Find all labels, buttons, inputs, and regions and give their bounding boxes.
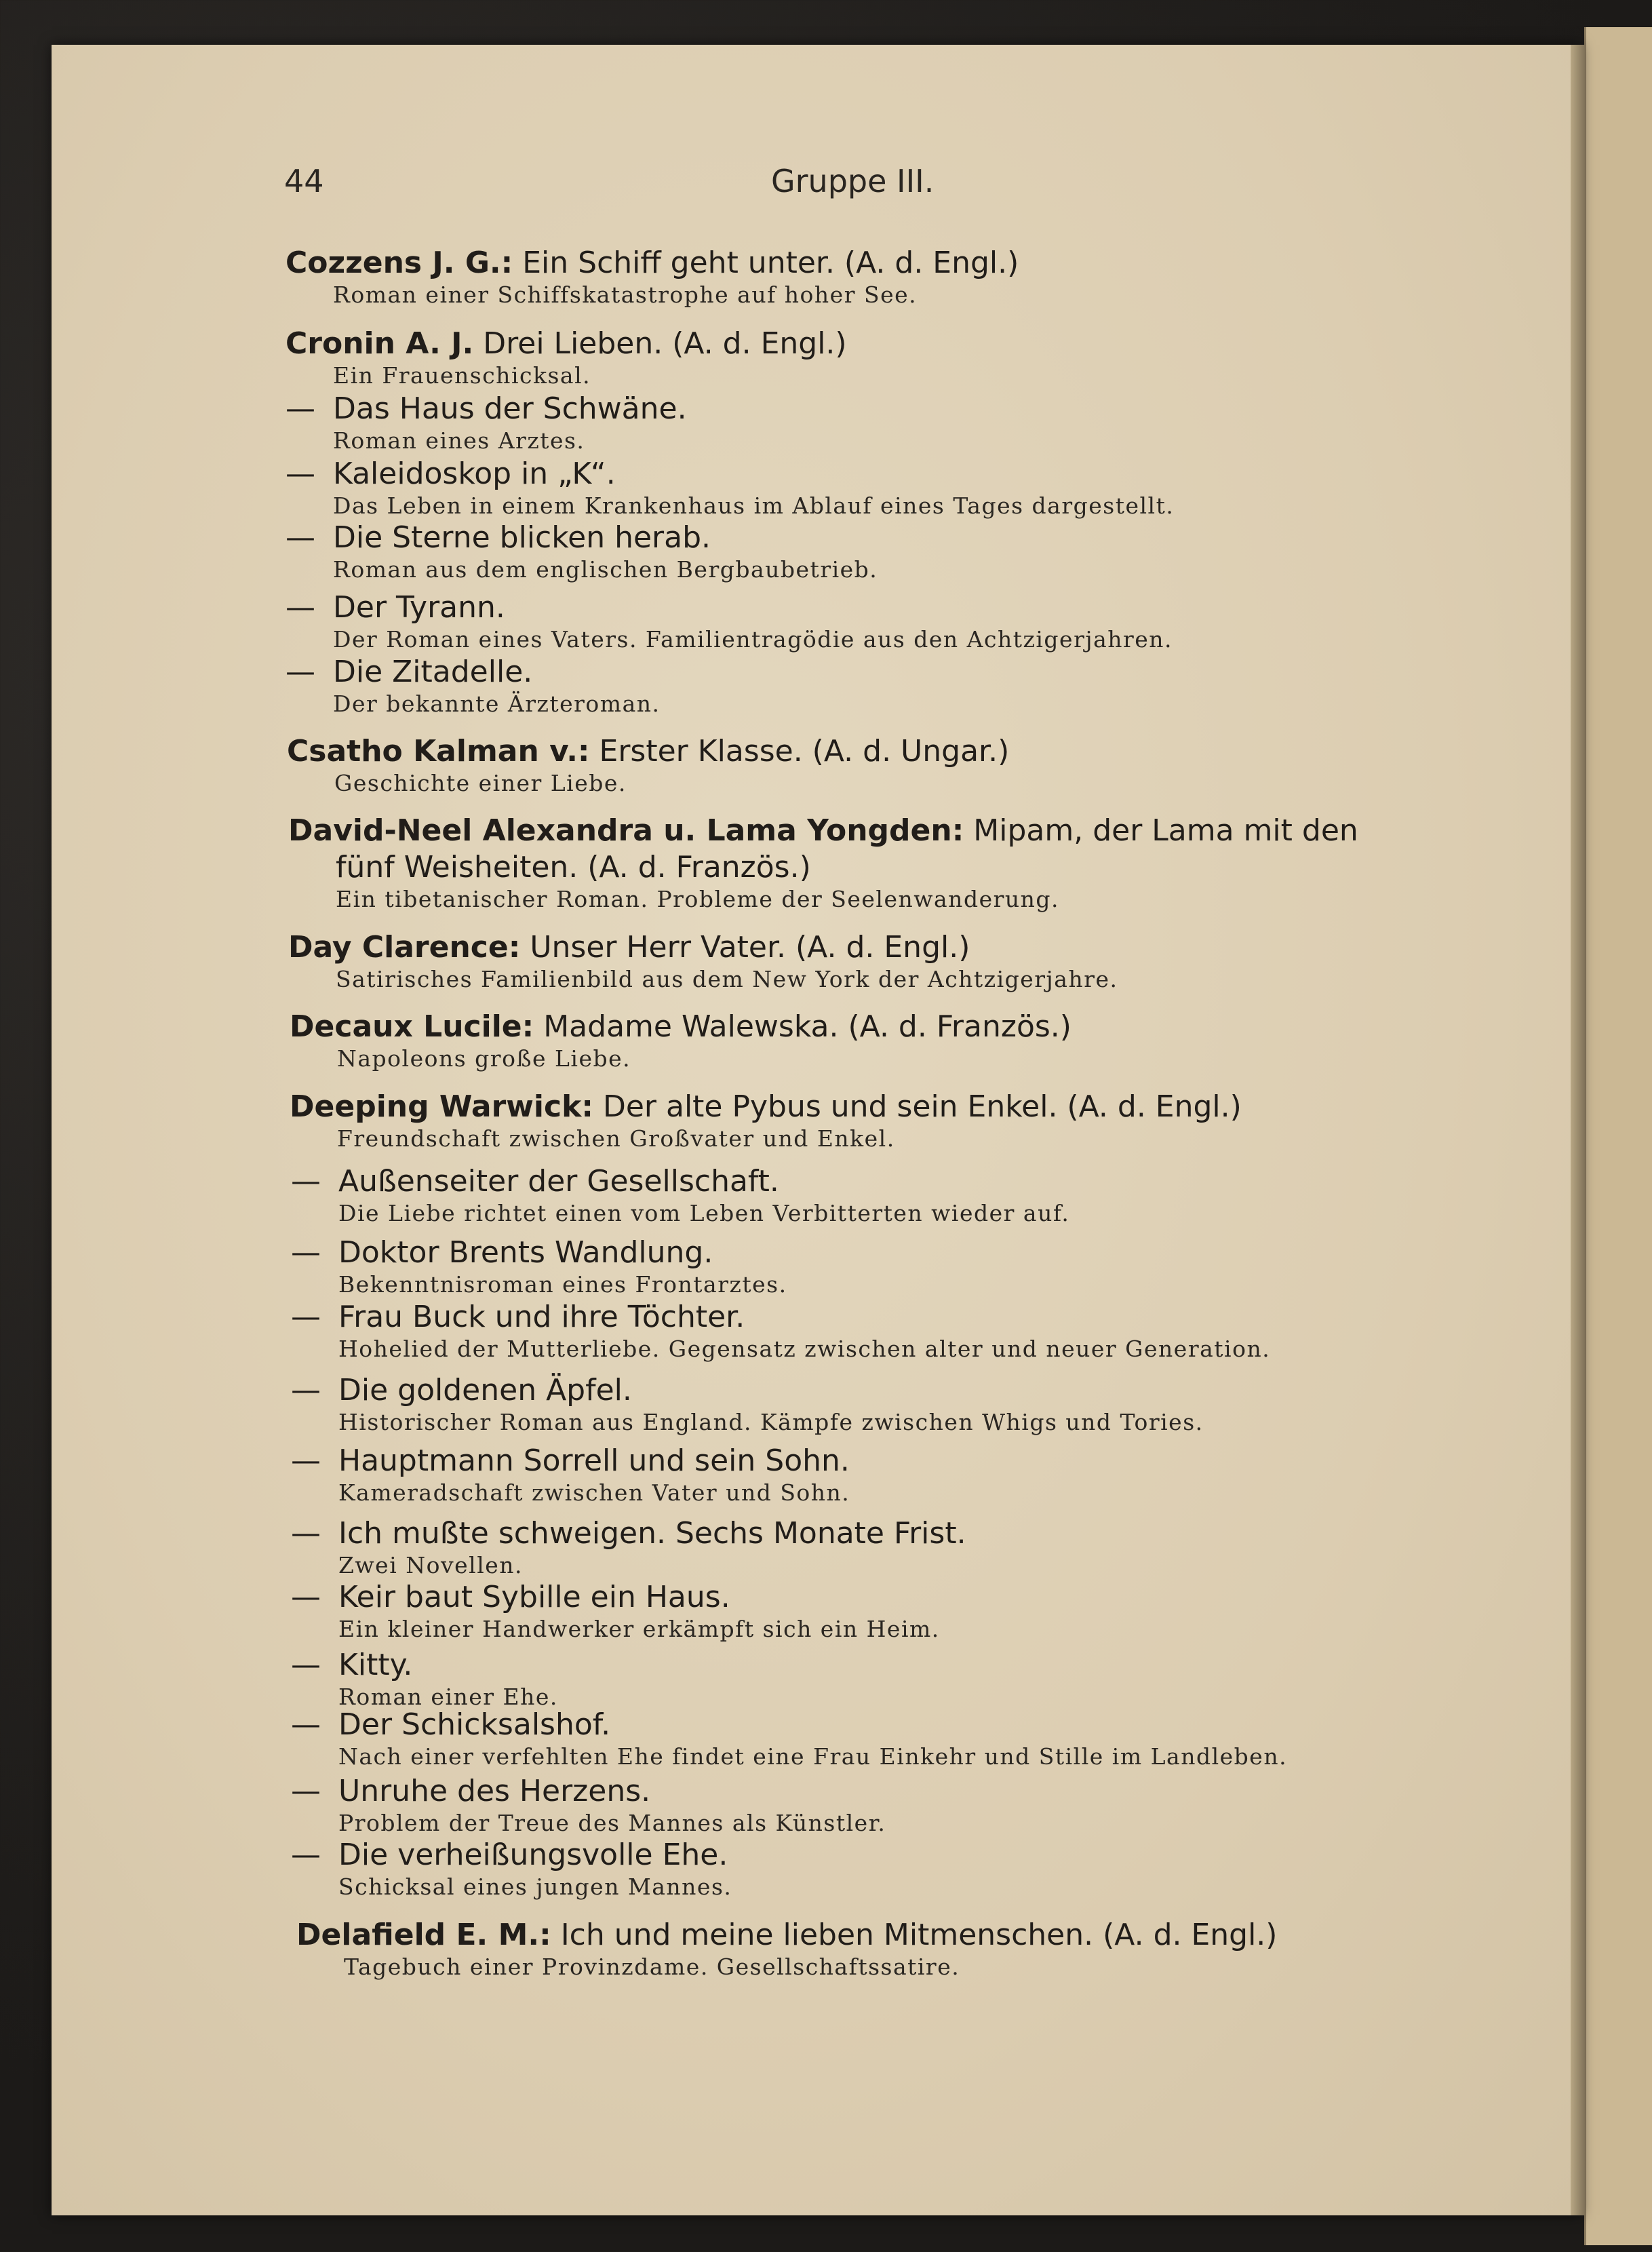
catalog-entry (288, 813, 1358, 913)
ditto-dash: — (291, 1373, 321, 1408)
entry-title: Ich und meine lieben Mitmenschen. (A. d. Engl.) (560, 1918, 1278, 1952)
catalog-entry (291, 1235, 787, 1298)
entry-author: Csatho Kalman v.: (287, 734, 590, 769)
entry-title: Ich mußte schweigen. Sechs Monate Frist. (338, 1516, 966, 1551)
ditto-dash: — (291, 1580, 321, 1614)
entry-title-continuation: fünf Weisheiten. (A. d. Französ.) (336, 850, 811, 885)
entry-title: Unruhe des Herzens. (338, 1774, 651, 1808)
entry-description: Freundschaft zwischen Großvater und Enkel. (337, 1125, 895, 1152)
entry-description: Roman aus dem englischen Bergbaubetrieb. (333, 556, 878, 583)
catalog-entry (286, 245, 1019, 309)
catalog-entry (286, 520, 878, 583)
entry-description: Tagebuch einer Provinzdame. Gesellschaftssatire. (344, 1954, 960, 1980)
entry-author: Cozzens J. G.: (286, 246, 513, 280)
ditto-dash: — (291, 1838, 321, 1872)
entry-title: Die Zitadelle. (333, 655, 533, 689)
running-title: Gruppe III. (771, 163, 935, 199)
catalog-entry (286, 391, 687, 454)
ditto-dash: — (286, 391, 315, 426)
catalog-entry (286, 654, 661, 718)
ditto-dash: — (291, 1443, 321, 1478)
catalog-entry (287, 733, 1009, 797)
entry-description: Der Roman eines Vaters. Familientragödie aus den Achtzigerjahren. (333, 626, 1173, 653)
catalog-entry (291, 1773, 886, 1837)
entry-description: Bekenntnisroman eines Frontarztes. (338, 1271, 787, 1298)
entry-description: Historischer Roman aus England. Kämpfe zwischen Whigs und Tories. (338, 1409, 1204, 1435)
catalog-entry (291, 1647, 558, 1711)
entry-author: Deeping Warwick: (290, 1089, 593, 1124)
entry-title: Hauptmann Sorrell und sein Sohn. (338, 1443, 850, 1478)
ditto-dash: — (291, 1707, 321, 1742)
entry-description: Geschichte einer Liebe. (334, 770, 627, 796)
catalog-entry (286, 456, 1174, 520)
entry-author: Day Clarence: (288, 930, 521, 965)
entry-description: Problem der Treue des Mannes als Künstler. (338, 1810, 886, 1836)
entry-title: Erster Klasse. (A. d. Ungar.) (599, 734, 1010, 769)
ditto-dash: — (291, 1516, 321, 1551)
entry-title: Die Sterne blicken herab. (333, 520, 711, 555)
entry-description: Ein tibetanischer Roman. Probleme der Seelenwanderung. (336, 886, 1059, 912)
entry-title: Frau Buck und ihre Töchter. (338, 1300, 745, 1334)
entry-author: Decaux Lucile: (290, 1009, 534, 1044)
ditto-dash: — (286, 590, 315, 625)
catalog-entry (291, 1443, 850, 1507)
entry-title: Ein Schiff geht unter. (A. d. Engl.) (522, 246, 1019, 280)
catalog-entry (290, 1009, 1071, 1072)
catalog-entry (291, 1163, 1069, 1227)
next-page-edge (1584, 27, 1652, 2245)
entry-title: Die verheißungsvolle Ehe. (338, 1838, 728, 1872)
ditto-dash: — (286, 457, 315, 491)
entry-description: Zwei Novellen. (338, 1552, 524, 1578)
entry-author: David-Neel Alexandra u. Lama Yongden: (288, 813, 964, 848)
entry-title: Der alte Pybus und sein Enkel. (A. d. Engl.) (602, 1089, 1242, 1124)
entry-description: Napoleons große Liebe. (337, 1045, 631, 1072)
entry-title: Der Schicksalshof. (338, 1707, 611, 1742)
entry-title: Drei Lieben. (A. d. Engl.) (483, 326, 847, 361)
ditto-dash: — (291, 1235, 321, 1270)
entry-description: Hohelied der Mutterliebe. Gegensatz zwischen alter und neuer Generation. (338, 1336, 1271, 1362)
entry-author: Delafield E. M.: (296, 1918, 551, 1952)
entry-title: Kitty. (338, 1648, 413, 1682)
ditto-dash: — (286, 520, 315, 555)
entry-description: Schicksal eines jungen Mannes. (338, 1874, 732, 1900)
entry-title: Mipam, der Lama mit den (973, 813, 1358, 848)
entry-title: Der Tyrann. (333, 590, 505, 625)
entry-title: Außenseiter der Gesellschaft. (338, 1164, 779, 1199)
ditto-dash: — (291, 1774, 321, 1808)
ditto-dash: — (291, 1300, 321, 1334)
entry-description: Die Liebe richtet einen vom Leben Verbitterten wieder auf. (338, 1200, 1070, 1226)
entry-description: Roman einer Schiffskatastrophe auf hoher See. (333, 282, 918, 308)
entry-description: Ein kleiner Handwerker erkämpft sich ein Heim. (338, 1616, 940, 1642)
entry-description: Satirisches Familienbild aus dem New York der Achtzigerjahre. (336, 966, 1118, 992)
entry-description: Der bekannte Ärzteroman. (333, 691, 661, 717)
ditto-dash: — (286, 655, 315, 689)
entry-title: Unser Herr Vater. (A. d. Engl.) (530, 930, 970, 965)
page-gutter (1571, 45, 1586, 2215)
catalog-entry (286, 326, 847, 389)
catalog-entry (291, 1579, 940, 1643)
catalog-entry (296, 1917, 1277, 1981)
entry-title: Das Haus der Schwäne. (333, 391, 687, 426)
catalog-entry (291, 1299, 1270, 1363)
entry-description: Das Leben in einem Krankenhaus im Ablauf eines Tages dargestellt. (333, 492, 1175, 519)
page-number: 44 (284, 163, 324, 199)
catalog-entry (291, 1707, 1287, 1770)
entry-description: Roman einer Ehe. (338, 1684, 558, 1710)
catalog-entry (290, 1089, 1242, 1152)
catalog-entry (291, 1372, 1204, 1436)
ditto-dash: — (291, 1164, 321, 1199)
entry-author: Cronin A. J. (286, 326, 474, 361)
entry-title: Madame Walewska. (A. d. Französ.) (543, 1009, 1071, 1044)
catalog-entry (291, 1515, 966, 1579)
entry-description: Ein Frauenschicksal. (333, 362, 591, 389)
entry-title: Die goldenen Äpfel. (338, 1373, 632, 1408)
entry-title: Doktor Brents Wandlung. (338, 1235, 713, 1270)
entry-description: Kameradschaft zwischen Vater und Sohn. (338, 1479, 850, 1506)
entry-description: Roman eines Arztes. (333, 427, 585, 454)
entry-title: Kaleidoskop in „K“. (333, 457, 616, 491)
ditto-dash: — (291, 1648, 321, 1682)
entry-description: Nach einer verfehlten Ehe findet eine Frau Einkehr und Stille im Landleben. (338, 1743, 1288, 1770)
catalog-entry (288, 929, 1118, 993)
entry-title: Keir baut Sybille ein Haus. (338, 1580, 730, 1614)
catalog-entry (286, 589, 1173, 653)
catalog-entry (291, 1837, 732, 1901)
